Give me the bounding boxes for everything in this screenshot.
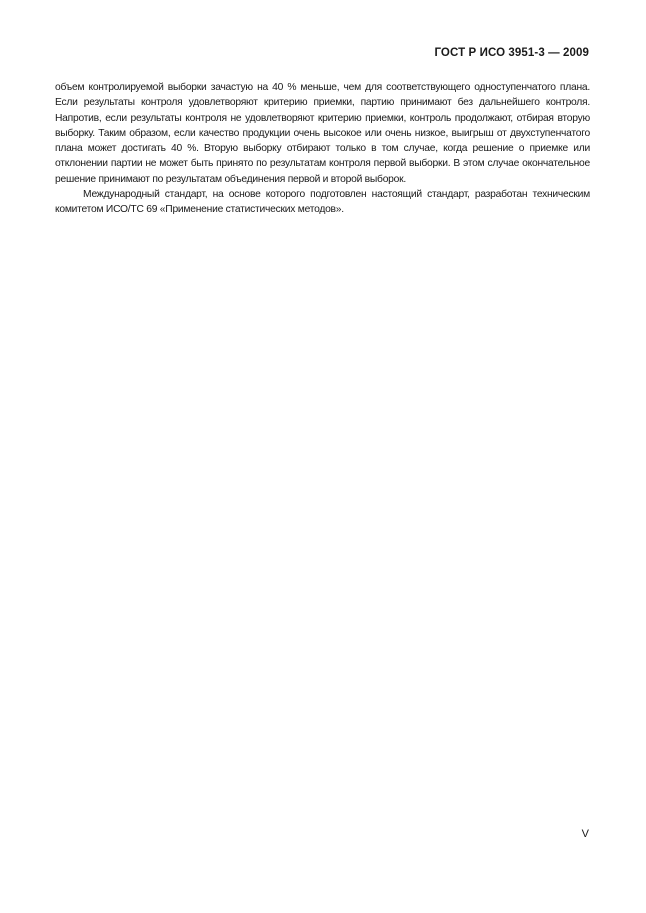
paragraph-continued: объем контролируемой выборки зачастую на 40 % меньше, чем для соответствующего одноступенчатого плана. Если результаты контроля удовлетворяют критерию приемки, партию принимают без дальнейшего контроля. Напротив, если результаты контроля не удовлетворяют критерию приемки, контроль продолжают, отбирая вторую выборку. Таким образом, если качество продукции очень высокое или очень низкое, выигрыш от двухступенчатого плана может достигать 40 %. Вторую выборку отбирают только в том случае, когда решение о приемке или отклонении партии не может быть принято по результатам контроля первой выборки. В этом случае окончательное решение принимают по результатам объединения первой и второй выборок. <box>55 82 590 185</box>
document-body <box>55 80 590 218</box>
page-number: V <box>581 828 589 840</box>
document-header: ГОСТ Р ИСО 3951-3 — 2009 <box>434 47 589 59</box>
paragraph-international-standard: Международный стандарт, на основе которого подготовлен настоящий стандарт, разработан техническим комитетом ИСО/ТС 69 «Применение статистических методов». <box>55 189 590 216</box>
